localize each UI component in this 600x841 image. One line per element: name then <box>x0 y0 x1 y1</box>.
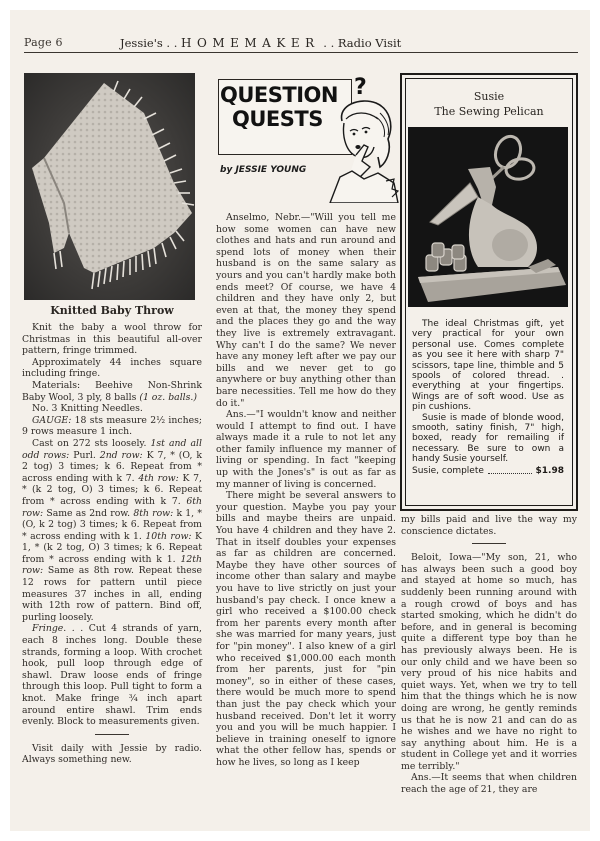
row8-text: k 1, * (O, k 2 tog) 3 times; k 6. Repeat from * across ending with k 1. <box>22 507 202 542</box>
answer-anselmo-continued: my bills paid and live the way my conscience dictates. <box>401 514 577 537</box>
row6-text: Same as 2nd row. <box>46 507 131 519</box>
price-line <box>412 466 564 477</box>
question-mark: ? <box>354 75 367 100</box>
title-prefix: Jessie's . . <box>120 36 178 50</box>
ad-copy <box>412 319 564 477</box>
size-text: Approximately 44 inches square including fringe. <box>22 356 202 380</box>
needles-text: No. 3 Knitting Needles. <box>32 403 143 415</box>
row4-text: K 7, * (k 2 tog, O) 3 times; k 6. Repeat from * across ending with k 7. <box>22 472 202 507</box>
title-suffix: . . Radio Visit <box>323 36 402 50</box>
thinking-woman-illustration <box>320 97 400 203</box>
ad-title-line1: Susie <box>473 90 505 103</box>
gauge-label: GAUGE: <box>32 414 72 426</box>
intro-text: Knit the baby a wool throw for Christmas in this beautiful all-over pattern, fringe trimmed. <box>22 322 202 357</box>
throw-photo <box>24 73 195 300</box>
row12-text: Same as 8th row. Repeat these 12 rows for pattern until piece measures 37 inches in all, ending with 12th row of pattern. Bind off, purling loosely. <box>22 565 202 623</box>
fringe-label: Fringe. . . <box>32 623 84 635</box>
page-header <box>24 36 578 53</box>
row6-label: 6th row: <box>22 495 202 519</box>
price-leader-dots <box>488 466 532 474</box>
row1-label: 1st and all odd rows: <box>22 437 202 461</box>
price-label: Susie, complete <box>412 465 484 476</box>
row10-text: K 1, * (k 2 tog, O) 3 times; k 6. Repeat from * across ending with k 1. <box>22 530 202 565</box>
publication-title <box>120 36 401 50</box>
ad-title <box>402 89 576 119</box>
answer-anselmo-p2: There might be several answers to your question. Maybe you pay your bills and maybe theirs are unpaid. You have 4 children and they have 2. That in itself doubles your expenses as far as children are concerned. Maybe they have other sources of income other than salary and maybe you have to live strictly on just your husband's pay check. I once knew a girl who received a $100.00 check from her parents every month after she was married for many years, just for "pin money". I also knew of a girl who received $1,000.00 each month from her parents, just for "pin money", so in either of these cases, there would be much more to spend than just the pay check which your husband received. Don't let it worry you and you will be much happier. I believe in training oneself to ignore what the other fellow has, spends or how he lives, so long as I keep <box>216 490 396 768</box>
pattern-text <box>22 438 202 624</box>
fringe-instructions: Cut 4 strands of yarn, each 8 inches long. Double these strands, forming a loop. With crochet hook, pull loop through edge of shawl. Draw loose ends of fringe through this loop. Pull tight to form a knot. Make fringe ¾ inch apart around entire shawl. Trim ends evenly. Block to measurements given. <box>22 623 202 728</box>
question-quests-banner <box>216 75 394 203</box>
gauge-text <box>22 415 202 438</box>
throw-caption: Knitted Baby Throw <box>50 304 174 317</box>
materials-text <box>22 380 202 403</box>
answer-anselmo-p1: Ans.—"I wouldn't know and neither would I attempt to find out. I have always made it a rule to not let any other family influence my manner of living or spending. In fact "keeping up with the Jones's" is out as far as my manner of living is concerned. <box>216 409 396 490</box>
materials-label: Materials: Beehive Non-Shrink Baby Wool, 3 ply, 8 balls <box>22 379 202 403</box>
row2-text: K 7, * (O, k 2 tog) 3 times; k 6. Repeat from * across ending with k 7. <box>22 449 202 484</box>
section-divider <box>472 543 506 544</box>
row10-label: 10th row: <box>145 530 192 542</box>
letter-anselmo: Anselmo, Nebr.—"Will you tell me how some women can have new clothes and hats and run around and spend lots of money when their husband is on the same salary as yours and you can't hardly make both ends meet? Of course, we have 4 children and they have only 2, but even at that, the money they spend and the places they go and the way they live is extremely extravagant. Why can't I do the same? We never have any money left after we pay our bills and we never get to go anywhere or buy anything other than bare necessities. Tell me how do they do it." <box>216 212 396 409</box>
row12-label: 12th row: <box>22 553 202 577</box>
banner-title-line2: QUESTS <box>232 107 323 131</box>
banner-title-line1: QUESTION <box>220 83 338 107</box>
row2-label: 2nd row: <box>99 449 143 461</box>
knitting-instructions <box>22 322 202 766</box>
letter-beloit: Beloit, Iowa—"My son, 21, who has always been such a good boy and stayed at home so much, has suddenly been running around with a rough crowd of boys and has started smoking, which he didn't do before, and in general is becoming quite a different type boy than he has previously always been. He is our only child and we have been so very proud of his nice habits and quiet ways. Yet, when we try to tell him that the things which he is now doing are wrong, he gently reminds us that he is now 21 and can do as he wishes and we have no right to say anything about him. He is a student in College yet and it worries me terribly." <box>401 552 577 772</box>
answer-beloit: Ans.—It seems that when children reach the age of 21, they are <box>401 772 577 796</box>
row8-label: 8th row: <box>133 507 174 519</box>
ad-paragraph-2: Susie is made of blonde wood, smooth, satiny finish, 7" high, boxed, ready for remailing if necessary. Be sure to own a handy Susie yourself. <box>412 412 564 465</box>
closing-text: Visit daily with Jessie by radio. Always something new. <box>22 742 202 766</box>
materials-note: (1 oz. balls.) <box>139 391 198 403</box>
ad-paragraph-1: The ideal Christmas gift, yet very practical for your own personal use. Comes complete as you see it here with sharp 7" scissors, tape line, thimble and 5 spools of colored thread. . everything at your fingertips. Wings are of soft wood. Use as pin cushions. <box>412 319 564 413</box>
fringe-text <box>22 623 202 727</box>
pelican-photo <box>408 127 568 307</box>
question-quests-continued <box>401 514 577 796</box>
page-number: Page 6 <box>24 36 63 49</box>
price-amount: $1.98 <box>535 465 564 476</box>
susie-advertisement <box>400 73 578 511</box>
ad-title-line2: The Sewing Pelican <box>434 105 544 118</box>
question-quests-column <box>216 212 396 769</box>
row4-label: 4th row: <box>138 472 179 484</box>
gauge-value: 18 sts measure 2½ inches; 9 rows measure 1 inch. <box>22 414 202 438</box>
section-divider <box>95 734 129 735</box>
row1-text: Purl. <box>73 449 96 461</box>
byline: by JESSIE YOUNG <box>220 165 307 175</box>
cast-on: Cast on 272 sts loosely. <box>32 437 147 449</box>
title-main: HOMEMAKER <box>181 36 320 50</box>
